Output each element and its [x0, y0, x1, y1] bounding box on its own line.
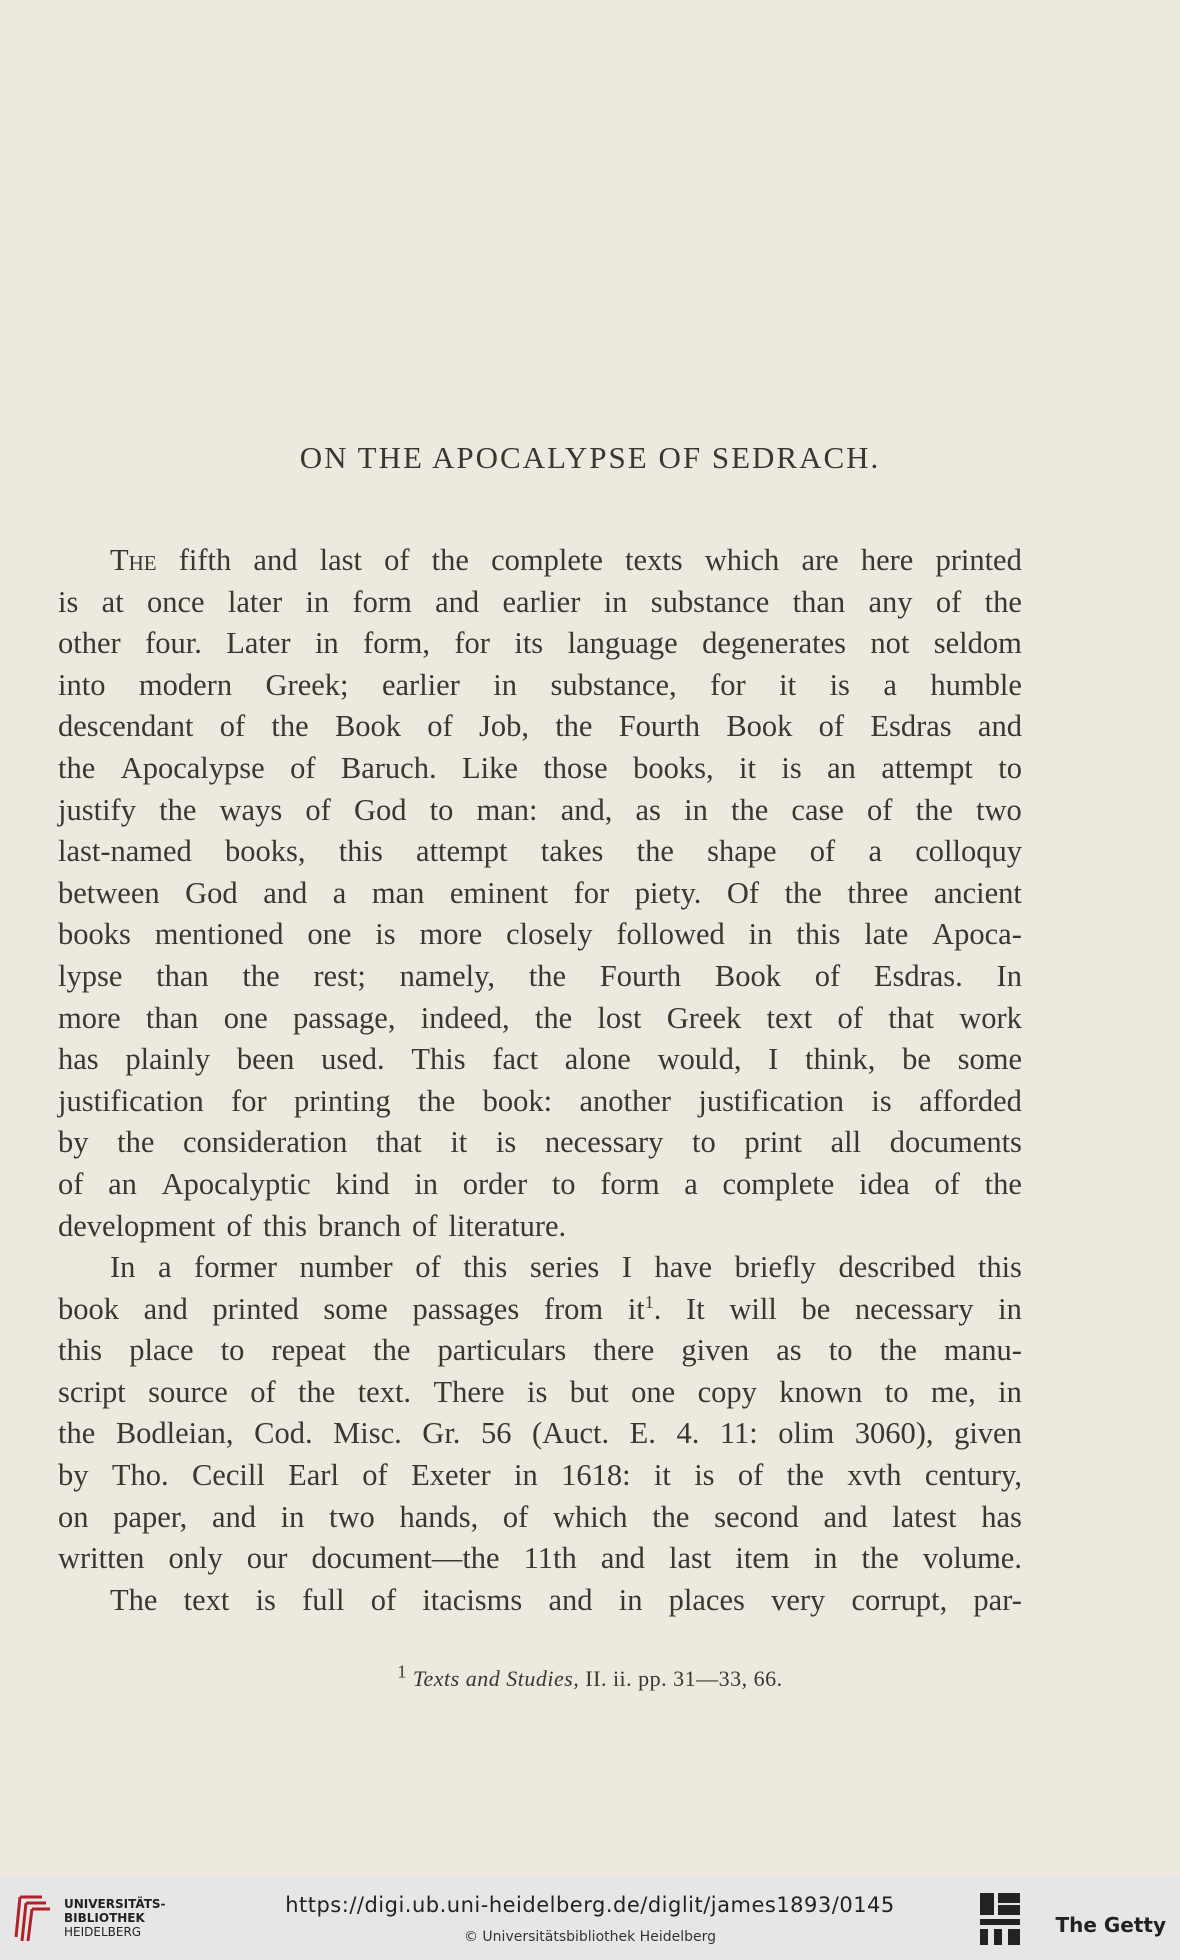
- text-line: The fifth and last of the complete texts which are here printed: [110, 543, 1022, 577]
- text-line: into modern Greek; earlier in substance, for it is a humble: [58, 667, 1022, 702]
- permalink-url[interactable]: https://digi.ub.uni-heidelberg.de/diglit/james1893/0145: [285, 1893, 895, 1917]
- text-line: lypse than the rest; namely, the Fourth Book of Esdras. In: [58, 958, 1022, 993]
- footnote: [0, 1661, 1180, 1692]
- getty-logo: [976, 1891, 1166, 1951]
- text-line: In a former number of this series I have briefly described this: [110, 1250, 1022, 1285]
- text-line: books mentioned one is more closely followed in this late Apoca-: [58, 917, 1022, 952]
- footnote-mark: 1: [397, 1661, 407, 1682]
- page-title: ON THE APOCALYPSE OF SEDRACH.: [299, 440, 881, 475]
- copyright-notice: © Universitätsbibliothek Heidelberg: [463, 1929, 716, 1945]
- getty-logo-icon: [976, 1891, 1024, 1947]
- body-text: [58, 540, 1022, 1621]
- viewer-footer: [0, 1875, 1180, 1960]
- text-line: more than one passage, indeed, the lost Greek text of that work: [58, 1000, 1022, 1035]
- library-name-line3: HEIDELBERG: [64, 1925, 142, 1939]
- text-line: has plainly been used. This fact alone would, I think, be some: [58, 1042, 1022, 1077]
- text-line: The text is full of itacisms and in places very corrupt, par-: [110, 1582, 1022, 1617]
- library-name-line2: BIBLIOTHEK: [64, 1911, 145, 1925]
- text-line: between God and a man eminent for piety. Of the three ancient: [58, 875, 1022, 910]
- text-line: the Apocalypse of Baruch. Like those books, it is an attempt to: [58, 750, 1022, 785]
- text-line: is at once later in form and earlier in substance than any of the: [58, 584, 1022, 619]
- text-line: last-named books, this attempt takes the shape of a colloquy: [58, 834, 1022, 869]
- text-line: by the consideration that it is necessary to print all documents: [58, 1125, 1022, 1160]
- text-line: on paper, and in two hands, of which the second and latest has: [58, 1499, 1022, 1534]
- text-line: of an Apocalyptic kind in order to form a complete idea of the: [58, 1166, 1022, 1201]
- text-line: script source of the text. There is but one copy known to me, in: [58, 1374, 1022, 1409]
- footnote-title: Texts and Studies,: [412, 1666, 580, 1691]
- library-name-line1: UNIVERSITÄTS-: [64, 1897, 166, 1911]
- text-line: other four. Later in form, for its language degenerates not seldom: [58, 626, 1022, 661]
- text-line: development of this branch of literature.: [58, 1208, 567, 1243]
- text-line: this place to repeat the particulars there given as to the manu-: [58, 1333, 1022, 1368]
- text-line: the Bodleian, Cod. Misc. Gr. 56 (Auct. E. 4. 11: olim 3060), given: [58, 1416, 1022, 1451]
- getty-label: The Getty: [1055, 1913, 1166, 1937]
- text-line: descendant of the Book of Job, the Fourth Book of Esdras and: [58, 709, 1022, 744]
- footnote-rest: II. ii. pp. 31—33, 66.: [585, 1666, 783, 1691]
- text-line: justification for printing the book: another justification is afforded: [58, 1083, 1022, 1118]
- text-line: by Tho. Cecill Earl of Exeter in 1618: it is of the xvth century,: [58, 1458, 1022, 1493]
- text-line: justify the ways of God to man: and, as in the case of the two: [58, 792, 1022, 827]
- text-line: book and printed some passages from $it^1$. It will be necessary in: [58, 1291, 1022, 1326]
- text-line: written only our document—the 11th and last item in the volume.: [58, 1541, 1022, 1576]
